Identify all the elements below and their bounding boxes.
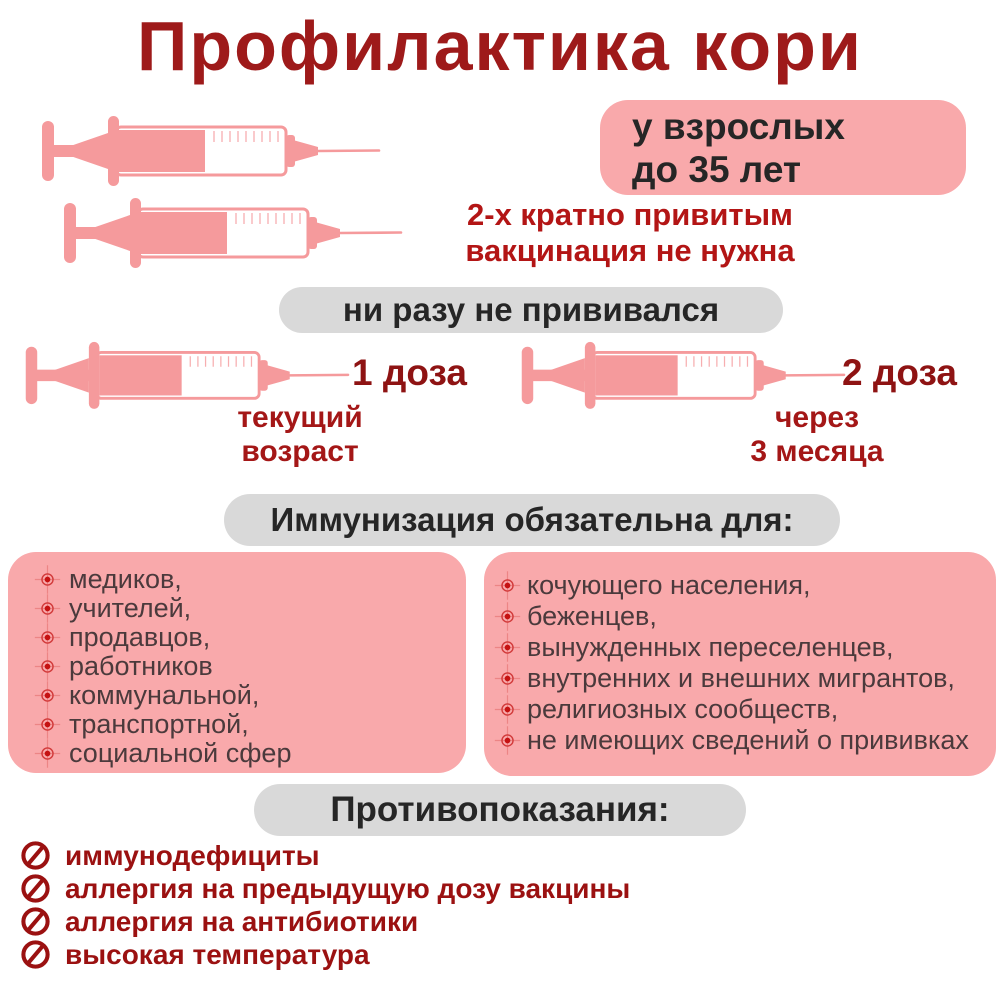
contraindications-banner: Противопоказания:	[254, 784, 746, 836]
list-item	[38, 652, 458, 681]
twice-vaccinated-note	[390, 197, 870, 269]
target-bullet-icon	[498, 638, 517, 657]
target-bullet-icon	[38, 657, 57, 676]
required-groups-left-box	[8, 552, 466, 773]
target-bullet-icon	[498, 731, 517, 750]
list-item-label: религиозных сообществ,	[527, 694, 839, 724]
prohibition-icon	[20, 939, 51, 970]
list-item	[20, 905, 980, 938]
list-item	[38, 594, 458, 623]
dose-2-caption-line1: через	[774, 401, 860, 434]
list-item-label: высокая температура	[65, 938, 370, 970]
list-item	[498, 694, 990, 725]
dose-1-caption-line1: текущий	[237, 401, 363, 434]
list-item	[38, 739, 458, 768]
list-item-label: медиков,	[69, 564, 182, 594]
page-title: Профилактика кори	[137, 7, 863, 85]
target-bullet-icon	[38, 599, 57, 618]
required-groups-left-list	[38, 565, 458, 768]
syringe-icon	[36, 114, 381, 188]
dose-1-caption	[180, 401, 420, 469]
list-item-label: транспортной,	[69, 709, 249, 739]
list-item	[38, 681, 458, 710]
dose-2-label: 2 доза	[842, 352, 957, 393]
list-item-label: внутренних и внешних мигрантов,	[527, 663, 955, 693]
adults-age-line2: до 35 лет	[632, 148, 802, 190]
adults-age-box	[600, 100, 966, 195]
target-bullet-icon	[498, 669, 517, 688]
target-bullet-icon	[38, 744, 57, 763]
list-item-label: учителей,	[69, 593, 192, 623]
dose-1-label: 1 доза	[352, 352, 467, 393]
list-item-label: аллергия на антибиотики	[65, 905, 419, 937]
list-item	[498, 632, 990, 663]
dose-1-caption-line2: возраст	[241, 435, 359, 468]
list-item	[20, 872, 980, 905]
prohibition-icon	[20, 840, 51, 871]
prohibition-icon	[20, 873, 51, 904]
list-item	[498, 570, 990, 601]
twice-vaccinated-note-line2: вакцинация не нужна	[465, 233, 795, 268]
list-item-label: не имеющих сведений о прививках	[527, 725, 969, 755]
list-item	[20, 938, 980, 971]
list-item	[38, 565, 458, 594]
target-bullet-icon	[38, 686, 57, 705]
list-item-label: вынужденных переселенцев,	[527, 632, 894, 662]
target-bullet-icon	[498, 607, 517, 626]
list-item-label: социальной сфер	[69, 738, 292, 768]
list-item-label: работников	[69, 651, 213, 681]
target-bullet-icon	[38, 715, 57, 734]
list-item-label: беженцев,	[527, 601, 657, 631]
contraindications-list	[20, 839, 980, 971]
list-item-label: продавцов,	[69, 622, 211, 652]
twice-vaccinated-note-line1: 2-х кратно привитым	[467, 197, 793, 232]
list-item	[20, 839, 980, 872]
target-bullet-icon	[38, 570, 57, 589]
required-groups-right-list	[498, 570, 990, 756]
adults-age-line1: у взрослых	[632, 105, 845, 147]
dose-2-caption-line2: 3 месяца	[750, 435, 884, 468]
list-item	[498, 601, 990, 632]
list-item-label: аллергия на предыдущую дозу вакцины	[65, 872, 631, 904]
list-item	[38, 623, 458, 652]
never-vaccinated-banner: ни разу не прививался	[279, 287, 783, 333]
list-item	[498, 725, 990, 756]
required-groups-right-box	[484, 552, 996, 776]
list-item	[498, 663, 990, 694]
list-item-label: кочующего населения,	[527, 570, 811, 600]
list-item-label: иммунодефициты	[65, 839, 320, 871]
target-bullet-icon	[498, 700, 517, 719]
dose-2-caption	[697, 401, 937, 469]
target-bullet-icon	[38, 628, 57, 647]
prohibition-icon	[20, 906, 51, 937]
list-item	[38, 710, 458, 739]
immunization-required-banner: Иммунизация обязательна для:	[224, 494, 840, 546]
syringe-icon	[58, 196, 403, 270]
target-bullet-icon	[498, 576, 517, 595]
list-item-label: коммунальной,	[69, 680, 260, 710]
